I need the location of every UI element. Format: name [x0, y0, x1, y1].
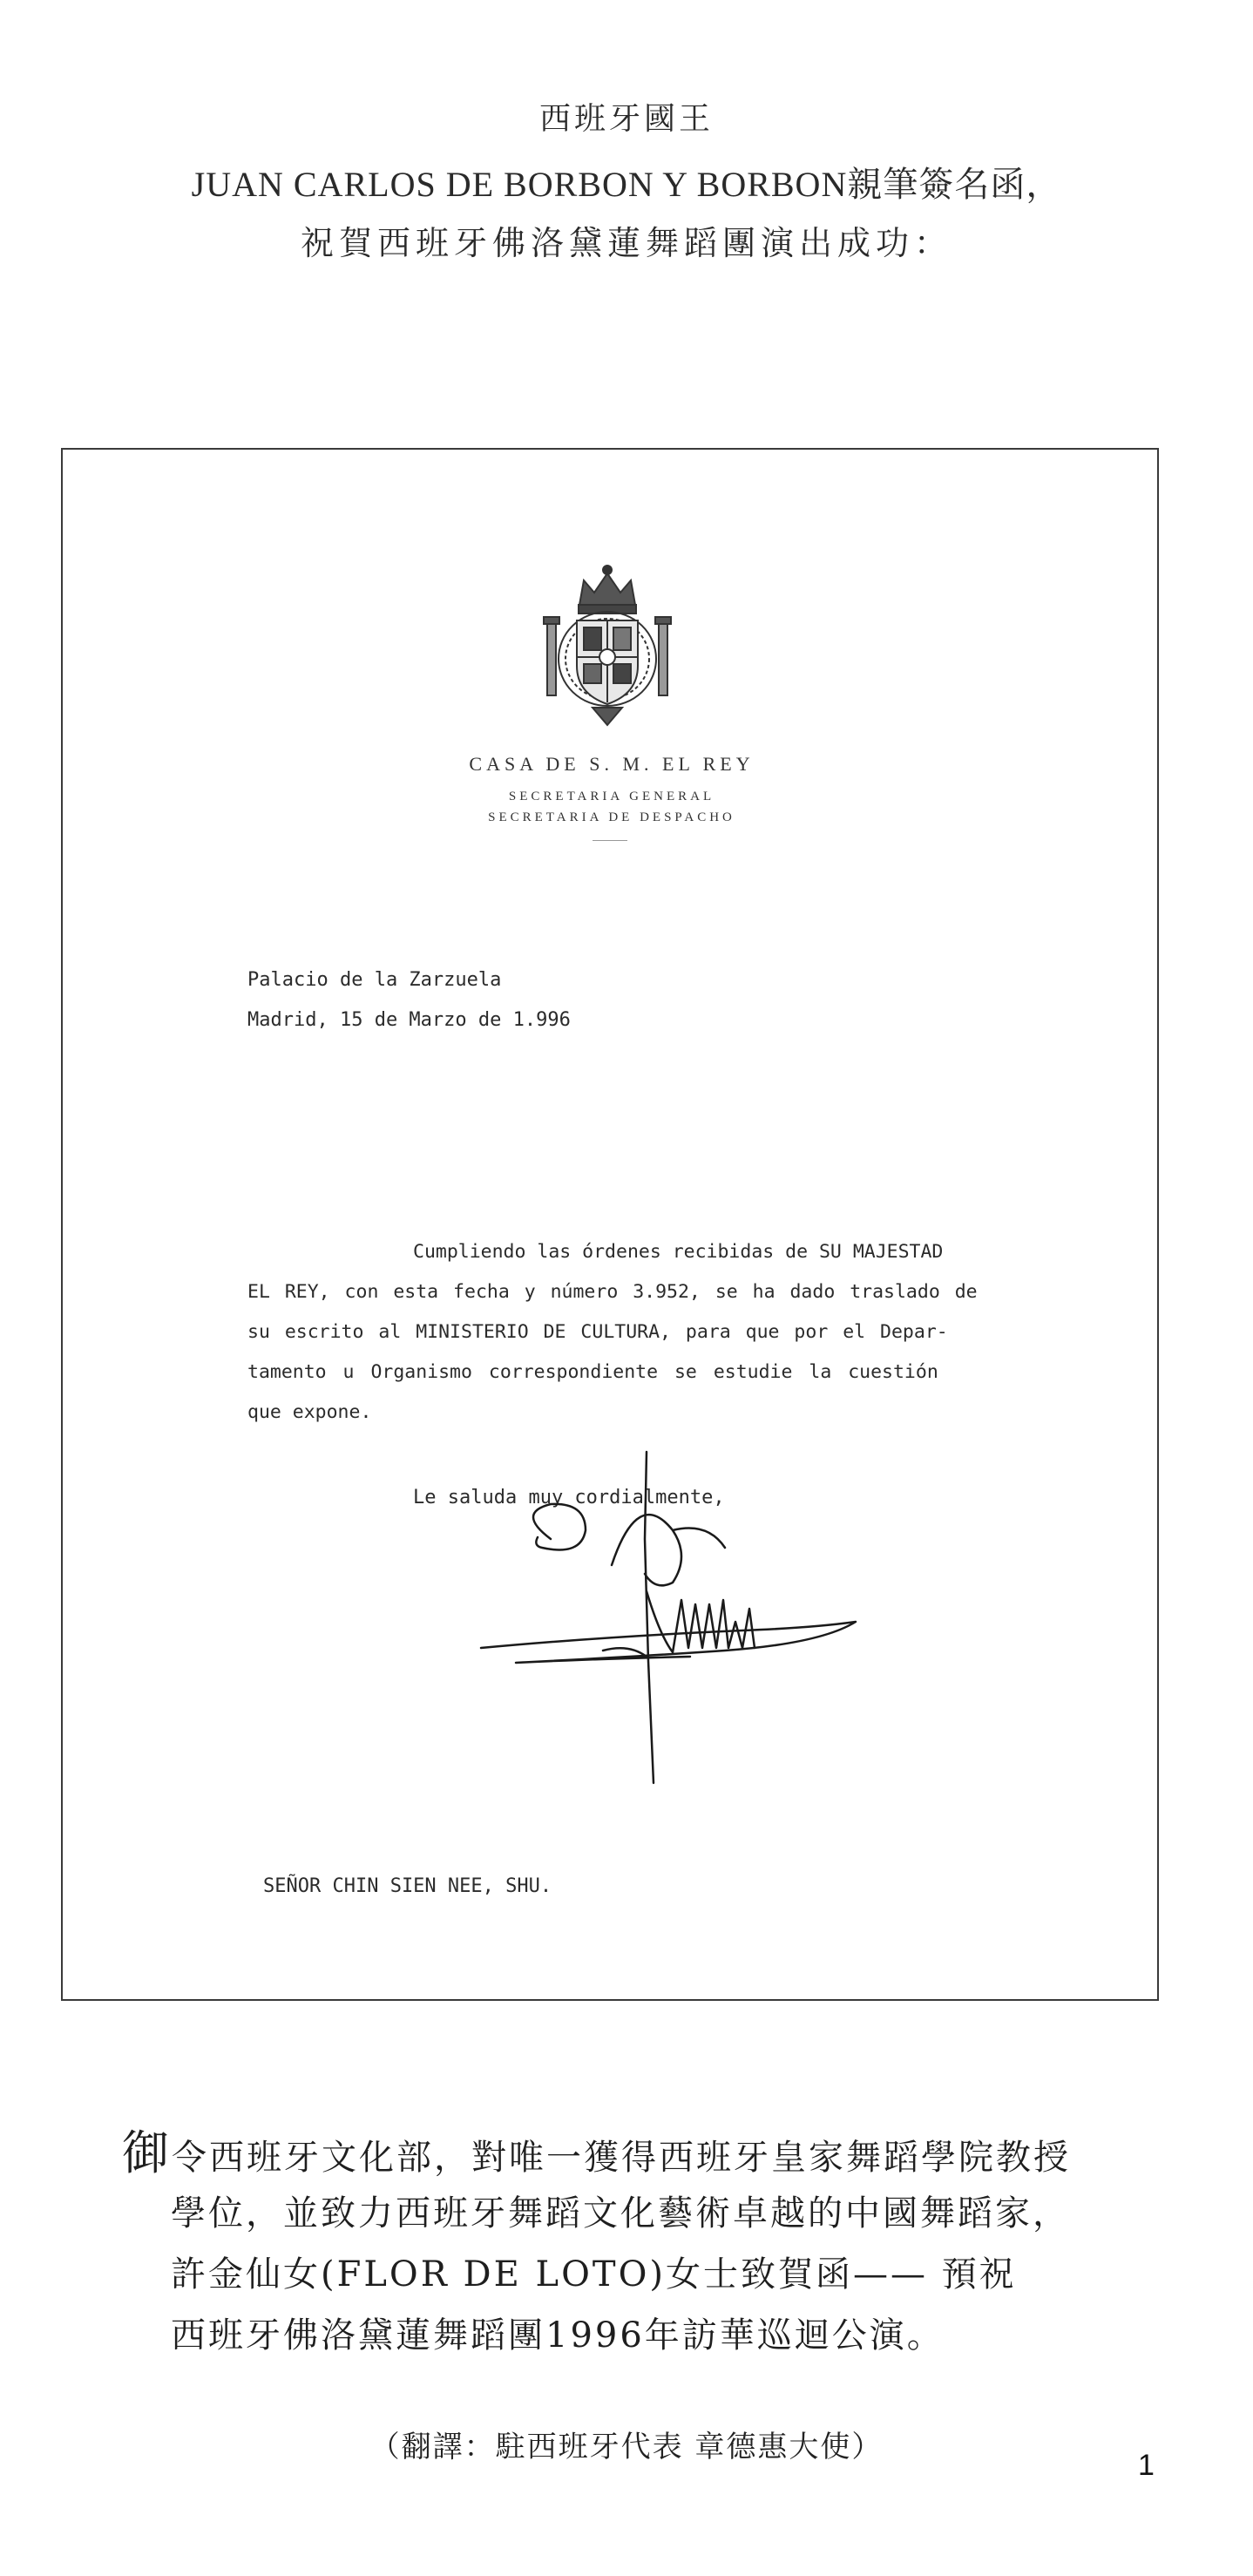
heading-line-2: JUAN CARLOS DE BORBON Y BORBON親筆簽名函， [191, 165, 1062, 204]
signature-icon [411, 1434, 952, 1800]
letterhead-subtitle-1: SECRETARIA GENERAL [508, 790, 715, 803]
letter-closing: Le saluda muy cordialmente, [413, 1487, 725, 1508]
letterhead-subtitle-2: SECRETARIA DE DESPACHO [488, 810, 735, 824]
translation-credit: （翻譯：駐西班牙代表 章德惠大使） [369, 2430, 884, 2464]
letter-frame [61, 448, 1159, 2001]
letter-body-line: su escrito al MINISTERIO DE CULTURA, para que por el Depar- [247, 1321, 948, 1343]
letter-recipient: SEÑOR CHIN SIEN NEE, SHU. [263, 1875, 552, 1897]
page-number: 1 [1138, 2449, 1155, 2482]
letter-date: Madrid, 15 de Marzo de 1.996 [247, 1009, 571, 1031]
letter-body-line: Cumpliendo las órdenes recibidas de SU MAJESTAD [413, 1241, 944, 1263]
letter-place: Palacio de la Zarzuela [247, 969, 502, 991]
heading-line-3: 祝賀西班牙佛洛黛蓮舞蹈團演出成功： [300, 224, 952, 262]
chinese-text-line-3: 許金仙女(FLOR DE LOTO)女士致賀函—— 預祝 [171, 2254, 1017, 2295]
chinese-text-line-4: 西班牙佛洛黛蓮舞蹈團1996年訪華巡迴公演。 [171, 2315, 945, 2356]
letterhead-title: CASA DE S. M. EL REY [469, 753, 755, 775]
chinese-line-1-rest: 令西班牙文化部，對唯一獲得西班牙皇家舞蹈學院教授 [172, 2138, 1071, 2178]
chinese-text-line-2: 學位，並致力西班牙舞蹈文化藝術卓越的中國舞蹈家， [171, 2193, 1070, 2234]
heading-line-1: 西班牙國王 [538, 101, 714, 137]
letterhead-rule [593, 840, 627, 841]
letter-body-line: EL REY, con esta fecha y número 3.952, se ha dado traslado de [247, 1281, 978, 1303]
royal-crest-icon [540, 563, 674, 729]
letter-body-line: que expone. [247, 1401, 372, 1423]
chinese-first-char: 御 [122, 2125, 172, 2180]
chinese-text-line-1 [122, 2116, 1071, 2183]
letter-body-line: tamento u Organismo correspondiente se estudie la cuestión [247, 1361, 938, 1383]
